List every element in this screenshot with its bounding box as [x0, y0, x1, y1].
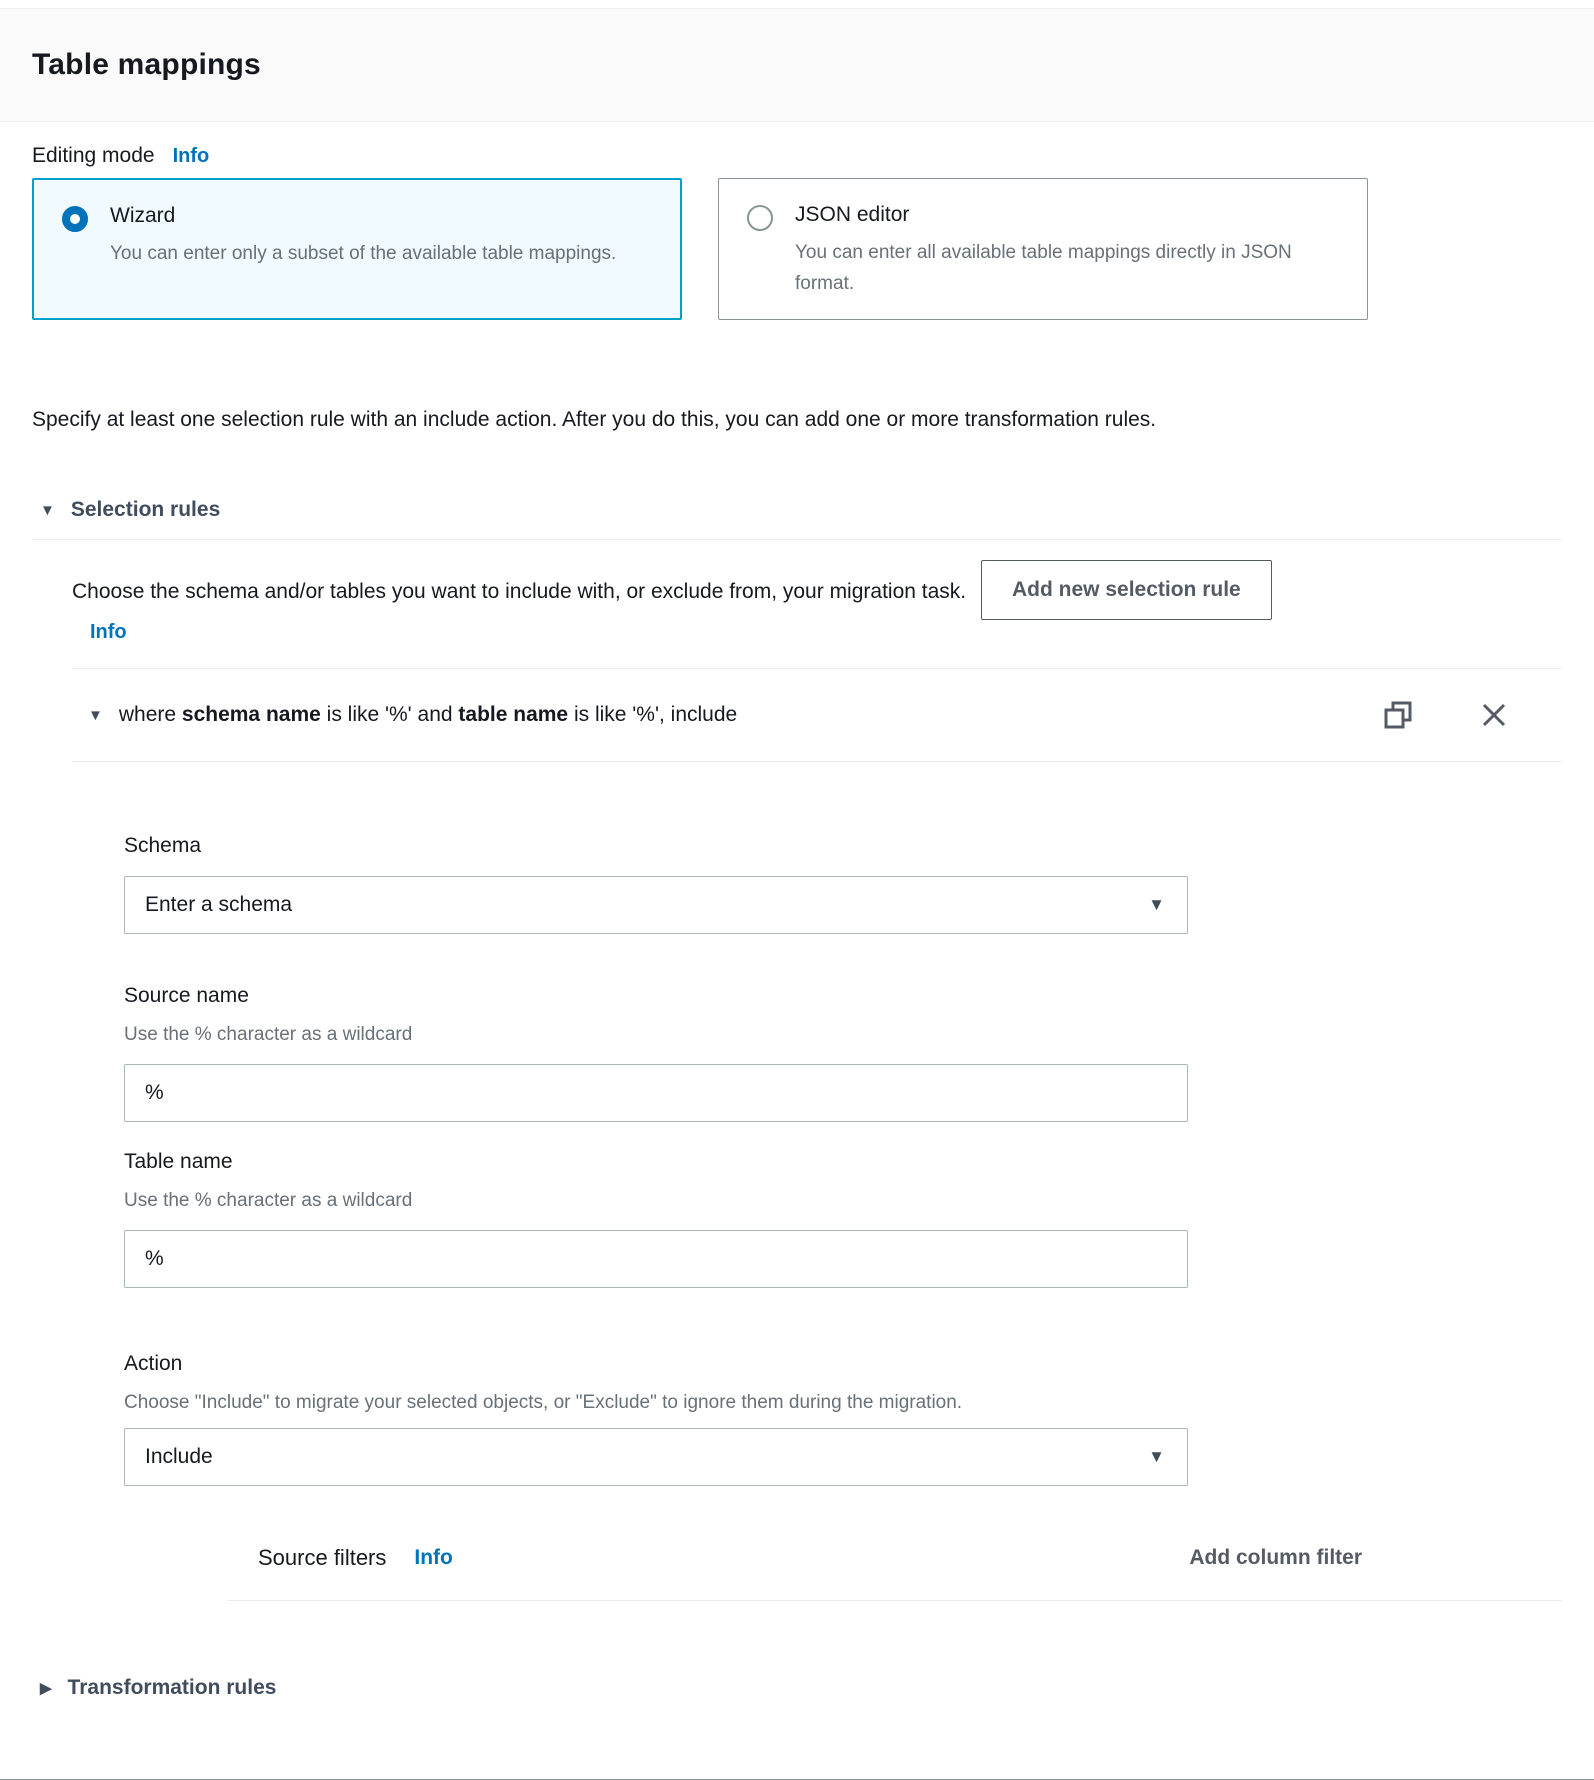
selection-rules-description-row: [72, 560, 1562, 652]
editing-mode-info-link[interactable]: Info: [172, 145, 210, 167]
table-name-input[interactable]: [124, 1230, 1188, 1288]
intro-text: Specify at least one selection rule with an include action. After you do this, you can add one or more transformation rules.: [32, 408, 1157, 431]
caret-right-icon[interactable]: ▶: [40, 1680, 52, 1697]
source-filters-divider: [228, 1600, 1562, 1601]
selection-rules-title: Selection rules: [70, 498, 221, 521]
source-name-helper: Use the % character as a wildcard: [124, 1024, 413, 1045]
source-name-label: Source name: [124, 984, 249, 1007]
source-filters-section: [228, 1536, 1562, 1601]
caret-down-icon[interactable]: ▼: [88, 706, 103, 724]
editing-mode-label: Editing mode: [32, 144, 155, 167]
selection-rules-description: [72, 560, 977, 652]
caret-down-icon[interactable]: ▼: [40, 501, 55, 519]
selection-rules-section-header[interactable]: [32, 495, 1562, 525]
radio-selected-icon[interactable]: [62, 206, 88, 232]
close-icon: [1479, 700, 1509, 730]
json-editor-option-label: JSON editor: [795, 203, 910, 226]
json-editor-option-description: You can enter all available table mappings directly in JSON format.: [795, 242, 1292, 294]
caret-down-icon: ▼: [1148, 1447, 1165, 1466]
add-column-filter-button[interactable]: Add column filter: [1189, 1546, 1362, 1569]
json-editor-option-tile[interactable]: [718, 178, 1368, 320]
action-helper: Choose "Include" to migrate your selected objects, or "Exclude" to ignore them during the migration.: [124, 1392, 963, 1413]
action-select-value: Include: [145, 1445, 213, 1468]
table-name-helper: Use the % character as a wildcard: [124, 1190, 413, 1211]
section-divider: [32, 539, 1562, 540]
wizard-option-label: Wizard: [110, 204, 176, 227]
selection-rule-header: [72, 669, 1562, 761]
action-select[interactable]: [124, 1428, 1188, 1486]
table-name-label: Table name: [124, 1150, 233, 1173]
radio-unselected-icon[interactable]: [747, 205, 773, 231]
selection-rules-info-link[interactable]: Info: [90, 621, 127, 643]
editing-mode-row: [32, 144, 1562, 168]
source-filters-label: Source filters: [258, 1545, 387, 1570]
page-title: Table mappings: [32, 48, 261, 81]
table-mappings-panel: [0, 8, 1594, 1780]
wizard-option-description: You can enter only a subset of the available table mappings.: [110, 243, 617, 264]
rule-header-divider: [72, 761, 1562, 762]
selection-rules-description-text: Choose the schema and/or tables you want to include with, or exclude from, your migration task.: [72, 580, 967, 603]
editing-mode-options: [32, 178, 1562, 320]
selection-rule-summary: where schema name is like '%' and table name is like '%', include: [118, 703, 738, 726]
duplicate-rule-button[interactable]: [1382, 699, 1414, 731]
wizard-option-tile[interactable]: [32, 178, 682, 320]
source-name-input[interactable]: [124, 1064, 1188, 1122]
transformation-rules-section-header[interactable]: [32, 1673, 1562, 1703]
action-label: Action: [124, 1352, 183, 1375]
transformation-rules-title: Transformation rules: [67, 1676, 277, 1699]
schema-label: Schema: [124, 834, 202, 857]
schema-select[interactable]: [124, 876, 1188, 934]
schema-select-value: Enter a schema: [145, 893, 293, 916]
caret-down-icon: ▼: [1148, 895, 1165, 914]
copy-icon: [1382, 699, 1414, 731]
panel-header: [0, 8, 1594, 122]
add-new-selection-rule-button[interactable]: Add new selection rule: [981, 560, 1272, 620]
remove-rule-button[interactable]: [1478, 699, 1510, 731]
source-filters-info-link[interactable]: Info: [414, 1546, 453, 1569]
selection-rule-form: [72, 834, 1562, 1601]
